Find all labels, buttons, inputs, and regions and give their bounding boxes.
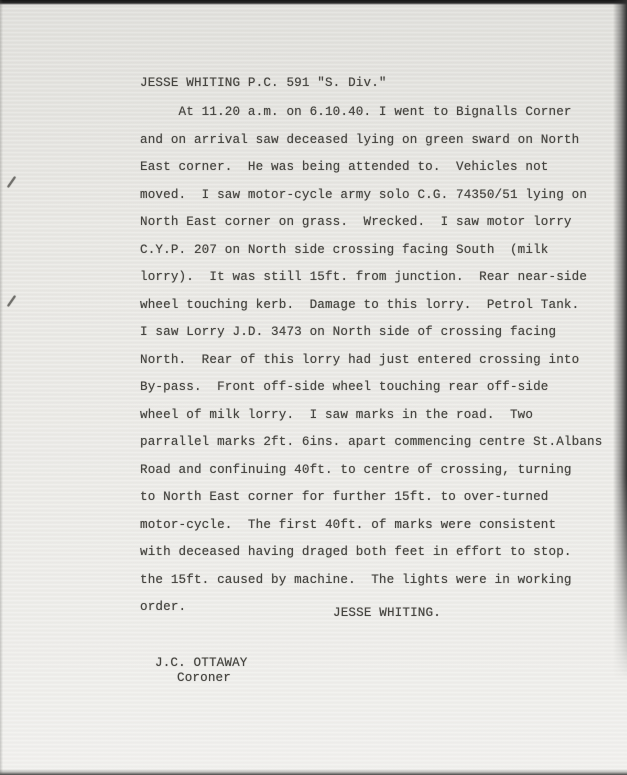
- statement-line: At 11.20 a.m. on 6.10.40. I went to Bignalls Corner: [140, 105, 572, 119]
- pen-tick-mark-1: [7, 176, 16, 188]
- statement-line: to North East corner for further 15ft. to over-turned: [140, 490, 549, 504]
- coroner-block: [155, 656, 248, 686]
- statement-line: North East corner on grass. Wrecked. I saw motor lorry: [140, 215, 572, 229]
- pen-tick-mark-2: [7, 295, 16, 307]
- statement-line: North. Rear of this lorry had just entered crossing into: [140, 352, 580, 367]
- statement-body: [140, 99, 610, 622]
- coroner-name: J.C. OTTAWAY: [155, 656, 248, 670]
- statement-line: By-pass. Front off-side wheel touching rear off-side: [140, 380, 549, 394]
- scan-edge-left: [0, 0, 3, 775]
- statement-line: and on arrival saw deceased lying on green sward on North: [140, 132, 580, 147]
- statement-line: lorry). It was still 15ft. from junction. Rear near-side: [140, 270, 588, 284]
- scan-edge-top: [0, 0, 627, 5]
- statement-line: moved. I saw motor-cycle army solo C.G. 74350/51 lying on: [140, 187, 588, 202]
- statement-line: wheel touching kerb. Damage to this lorry. Petrol Tank.: [140, 297, 580, 312]
- scan-edge-bottom: [0, 769, 627, 775]
- statement-line: wheel of milk lorry. I saw marks in the road. Two: [140, 407, 534, 422]
- statement-heading: JESSE WHITING P.C. 591 "S. Div.": [140, 76, 387, 90]
- signature-line: JESSE WHITING.: [333, 606, 441, 620]
- coroner-title: Coroner: [177, 671, 231, 685]
- statement-line: order.: [140, 600, 187, 614]
- scan-edge-right: [613, 0, 627, 680]
- statement-line: parrallel marks 2ft. 6ins. apart commencing centre St.Albans: [140, 435, 603, 449]
- statement-line: Road and confinuing 40ft. to centre of crossing, turning: [140, 462, 572, 477]
- typewritten-statement: [140, 76, 610, 622]
- statement-line: with deceased having draged both feet in effort to stop.: [140, 545, 572, 559]
- statement-line: motor-cycle. The first 40ft. of marks were consistent: [140, 517, 557, 532]
- statement-line: the 15ft. caused by machine. The lights were in working: [140, 572, 572, 587]
- statement-line: I saw Lorry J.D. 3473 on North side of crossing facing: [140, 325, 557, 339]
- statement-line: East corner. He was being attended to. Vehicles not: [140, 160, 549, 174]
- statement-line: C.Y.P. 207 on North side crossing facing South (milk: [140, 242, 549, 257]
